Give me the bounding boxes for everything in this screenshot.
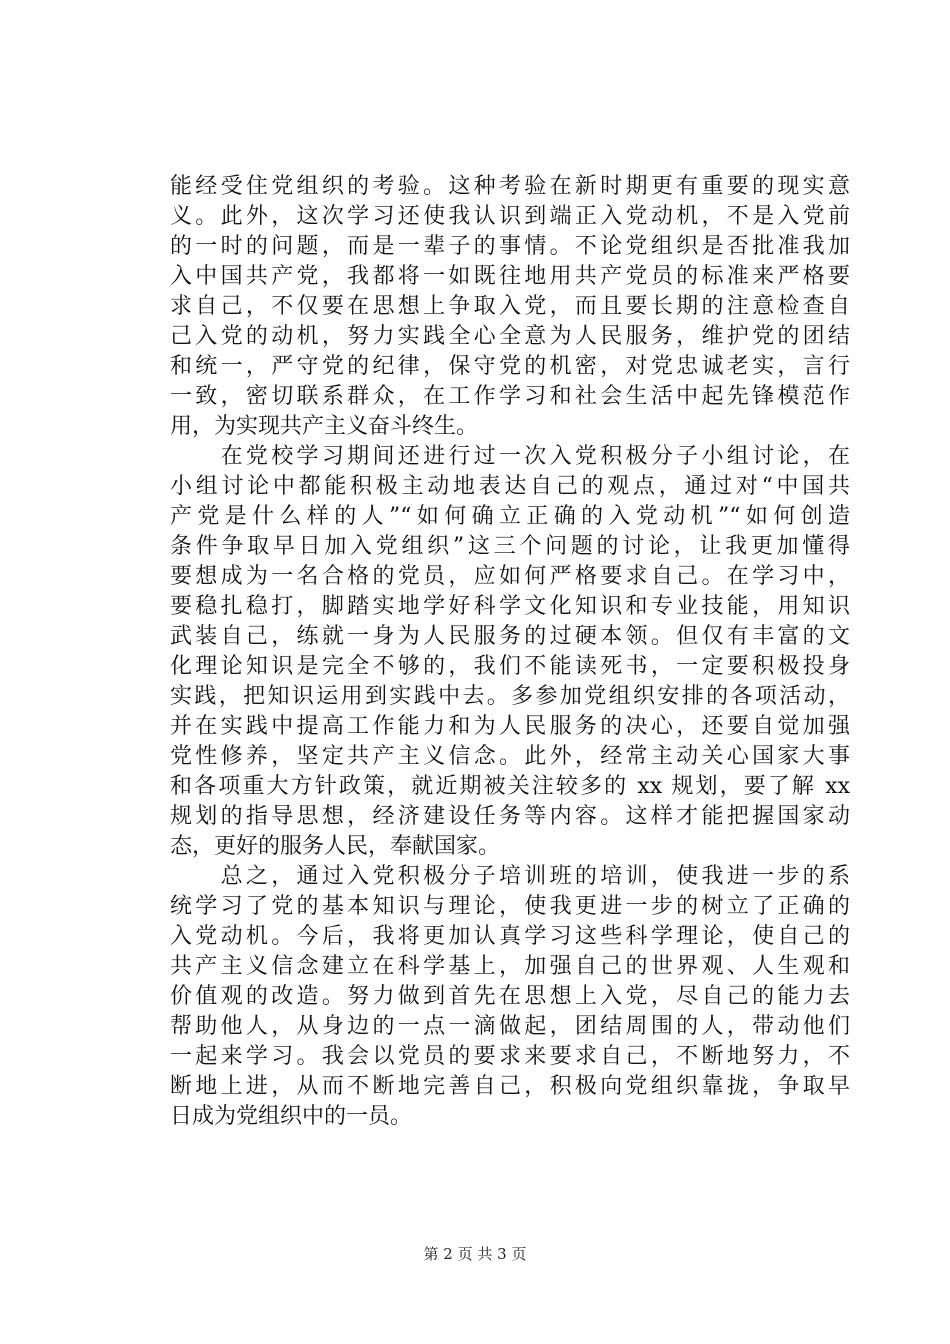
text-line: 党性修养，坚定共产主义信念。此外，经常主动关心国家大事 — [170, 744, 850, 769]
text-line: 入中国共产党，我都将一如既往地用共产党员的标准来严格要 — [170, 264, 850, 289]
text-line: 条件争取早日加入党组织”这三个问题的讨论，让我更加懂得 — [170, 534, 850, 559]
text-line: 一起来学习。我会以党员的要求来要求自己，不断地努力，不 — [170, 1044, 850, 1069]
text-line: 帮助他人，从身边的一点一滴做起，团结周围的人，带动他们 — [170, 1014, 850, 1039]
paragraph-2 — [170, 442, 850, 862]
document-body — [170, 172, 850, 1132]
text-line: 实践，把知识运用到实践中去。多参加党组织安排的各项活动， — [170, 684, 850, 709]
text-line: 日成为党组织中的一员。 — [170, 1104, 413, 1129]
text-line: 一致，密切联系群众，在工作学习和社会生活中起先锋模范作 — [170, 384, 850, 409]
text-line: 求自己，不仅要在思想上争取入党，而且要长期的注意检查自 — [170, 294, 850, 319]
text-line: 小组讨论中都能积极主动地表达自己的观点，通过对“中国共 — [170, 474, 850, 499]
text-line: 并在实践中提高工作能力和为人民服务的决心，还要自觉加强 — [170, 714, 850, 739]
text-line: 用，为实现共产主义奋斗终生。 — [170, 414, 479, 439]
text-line: 统学习了党的基本知识与理论，使我更进一步的树立了正确的 — [170, 894, 850, 919]
text-line: 总之，通过入党积极分子培训班的培训，使我进一步的系 — [170, 864, 850, 889]
page-number-indicator: 第 2 页 共 3 页 — [423, 1245, 527, 1263]
text-line: 态，更好的服务人民，奉献国家。 — [170, 834, 501, 859]
text-line: 己入党的动机，努力实践全心全意为人民服务，维护党的团结 — [170, 324, 850, 349]
paragraph-3 — [170, 862, 850, 1132]
text-line: 要稳扎稳打，脚踏实地学好科学文化知识和专业技能，用知识 — [170, 594, 850, 619]
text-line: 武装自己，练就一身为人民服务的过硬本领。但仅有丰富的文 — [170, 624, 850, 649]
text-line: 价值观的改造。努力做到首先在思想上入党，尽自己的能力去 — [170, 984, 850, 1009]
text-line: 断地上进，从而不断地完善自己，积极向党组织靠拢，争取早 — [170, 1074, 850, 1099]
text-line: 共产主义信念建立在科学基上，加强自己的世界观、人生观和 — [170, 954, 850, 979]
page-footer — [0, 1244, 950, 1264]
text-line: 化理论知识是完全不够的，我们不能读死书，一定要积极投身 — [170, 654, 850, 679]
text-line: 义。此外，这次学习还使我认识到端正入党动机，不是入党前 — [170, 204, 850, 229]
text-line: 产党是什么样的人”“如何确立正确的入党动机”“如何创造 — [170, 504, 850, 529]
text-line: 入党动机。今后，我将更加认真学习这些科学理论，使自己的 — [170, 924, 850, 949]
text-line: 规划的指导思想，经济建设任务等内容。这样才能把握国家动 — [170, 804, 850, 829]
text-line: 和各项重大方针政策，就近期被关注较多的 xx 规划，要了解 xx — [170, 774, 850, 799]
text-line: 在党校学习期间还进行过一次入党积极分子小组讨论，在 — [170, 444, 850, 469]
text-line: 的一时的问题，而是一辈子的事情。不论党组织是否批准我加 — [170, 234, 850, 259]
text-line: 要想成为一名合格的党员，应如何严格要求自己。在学习中， — [170, 564, 850, 589]
text-line: 和统一，严守党的纪律，保守党的机密，对党忠诚老实，言行 — [170, 354, 850, 379]
text-line: 能经受住党组织的考验。这种考验在新时期更有重要的现实意 — [170, 174, 850, 199]
paragraph-1 — [170, 172, 850, 442]
